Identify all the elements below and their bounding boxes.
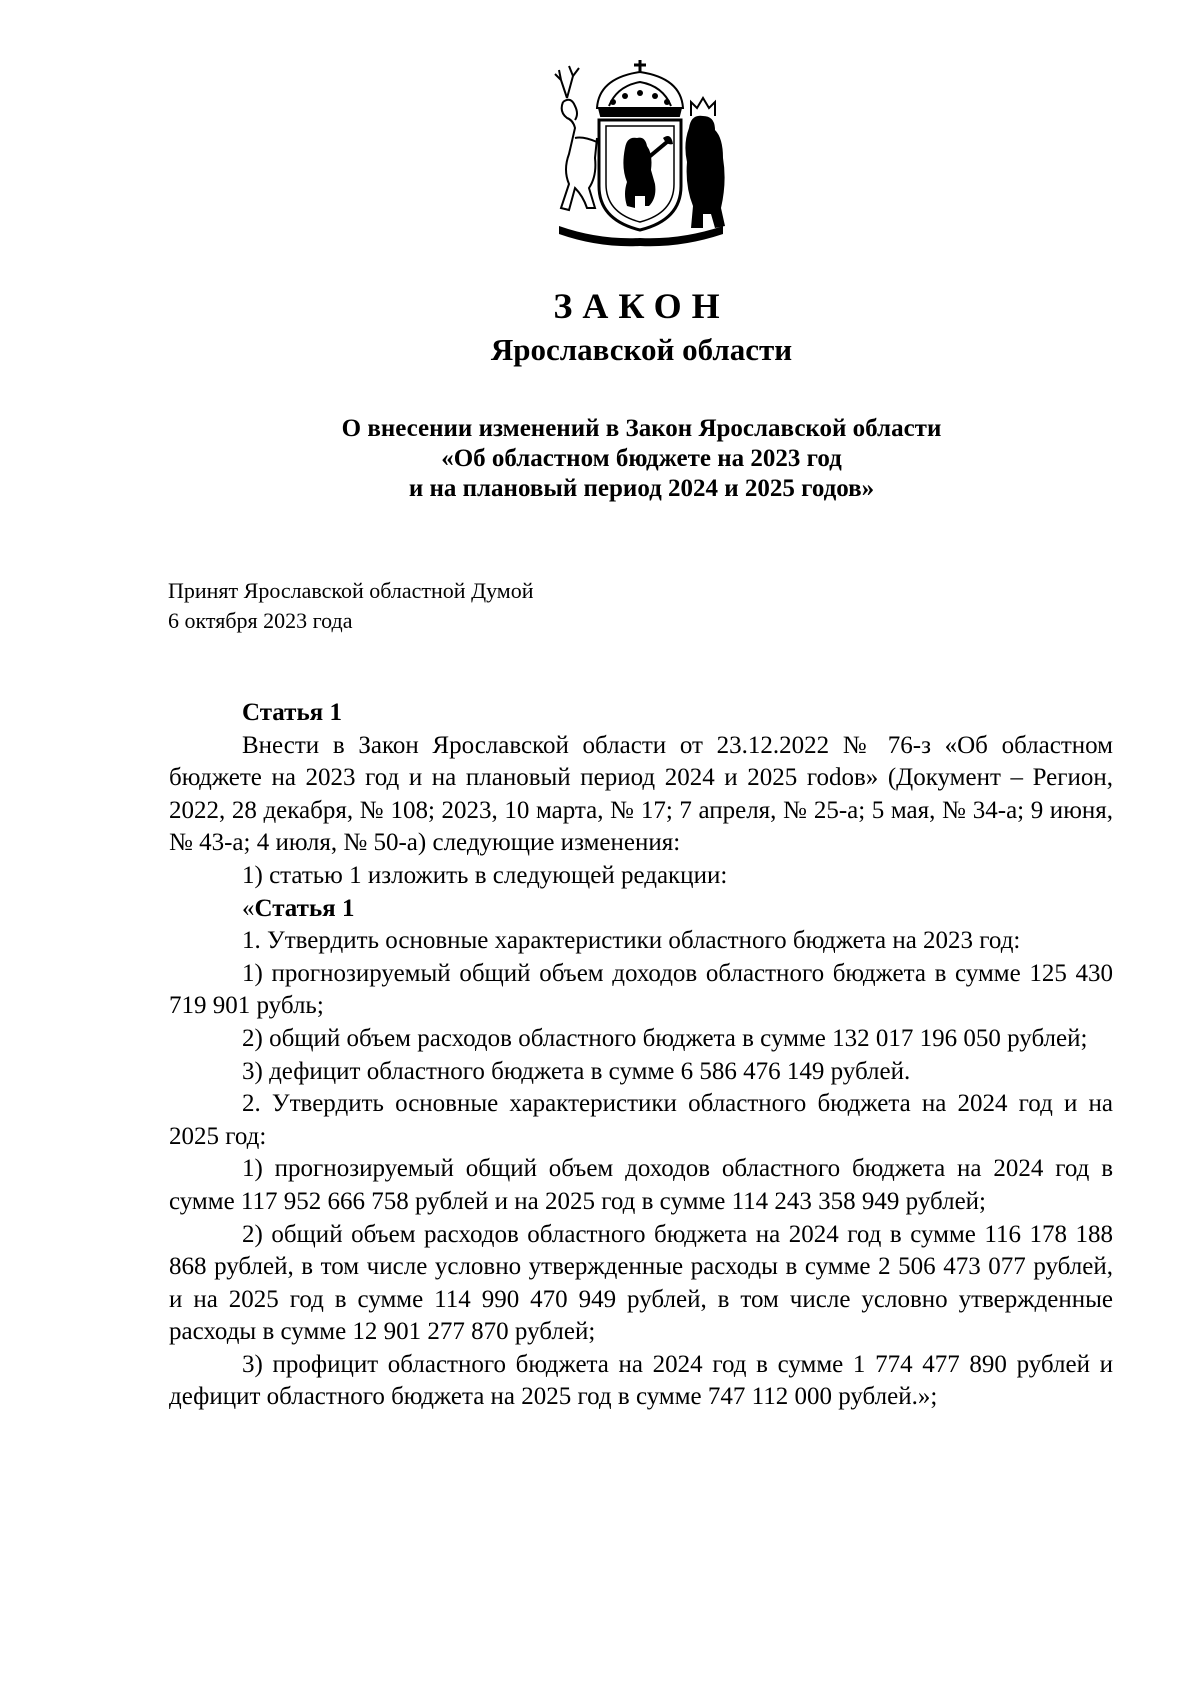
law-name-line: «Об областном бюджете на 2023 год	[441, 445, 842, 472]
paragraph: 1) прогнозируемый общий объем доходов областного бюджета на 2024 год в сумме 117 952 666 758 рублей и на 2025 год в сумме 114 243 358 949 рублей;	[169, 1155, 1113, 1215]
adoption-note	[168, 576, 534, 636]
paragraph-intro: Внести в Закон Ярославской области от 23.12.2022 № 76-з «Об областном бюджете на 2023 год и на плановый период 2024 и 2025 гоdов» (Документ – Регион, 2022, 28 декабря, № 108; 2023, 10 марта, № 17; 7 апреля, № 25-а; 5 мая, № 34-а; 9 июня, № 43-а; 4 июля, № 50-а) следующие изменения:	[169, 731, 1113, 857]
quoted-article-heading	[169, 893, 1113, 926]
document-title: ЗАКОН	[553, 286, 730, 326]
paragraph: 2. Утвердить основные характеристики областного бюджета на 2024 год и на 2025 год:	[169, 1090, 1113, 1150]
paragraph: 3) дефицит областного бюджета в сумме 6 586 476 149 рублей.	[242, 1057, 911, 1085]
document-subtitle: Ярославской области	[490, 332, 793, 367]
paragraph: 1) прогнозируемый общий объем доходов областного бюджета в сумме 125 430 719 901 рубль;	[169, 959, 1113, 1020]
opening-quote: «	[242, 894, 255, 922]
paragraph-item-1: 1) статью 1 изложить в следующей редакции:	[242, 861, 728, 889]
paragraph: 3) профицит областного бюджета на 2024 год в сумме 1 774 477 890 рублей и дефицит областного бюджета на 2025 год в сумме 747 112 000 рублей.»;	[169, 1350, 1113, 1411]
law-name-line: О внесении изменений в Закон Ярославской области	[341, 415, 942, 442]
paragraph: 1. Утвердить основные характеристики областного бюджета на 2023 год:	[242, 927, 1021, 955]
law-body	[169, 697, 1113, 1414]
adoption-date: 6 октября 2023 года	[168, 608, 353, 633]
law-name	[0, 414, 1200, 504]
law-name-line: и на плановый период 2024 и 2025 годов»	[408, 475, 875, 502]
coat-of-arms-icon	[539, 58, 741, 250]
paragraph: 2) общий объем расходов областного бюджета на 2024 год в сумме 116 178 188 868 рублей, в том числе условно утвержденные расходы в сумме 2 506 473 077 рублей, и на 2025 год в сумме 114 990 470 949 рублей, в том числе условно утвержденные расходы в сумме 12 901 277 870 рублей;	[169, 1220, 1113, 1346]
paragraph: 2) общий объем расходов областного бюджета в сумме 132 017 196 050 рублей;	[242, 1024, 1088, 1052]
adoption-body: Принят Ярославской областной Думой	[168, 578, 534, 603]
quoted-article-heading-text: Статья 1	[254, 894, 355, 922]
article-heading: Статья 1	[242, 699, 342, 726]
